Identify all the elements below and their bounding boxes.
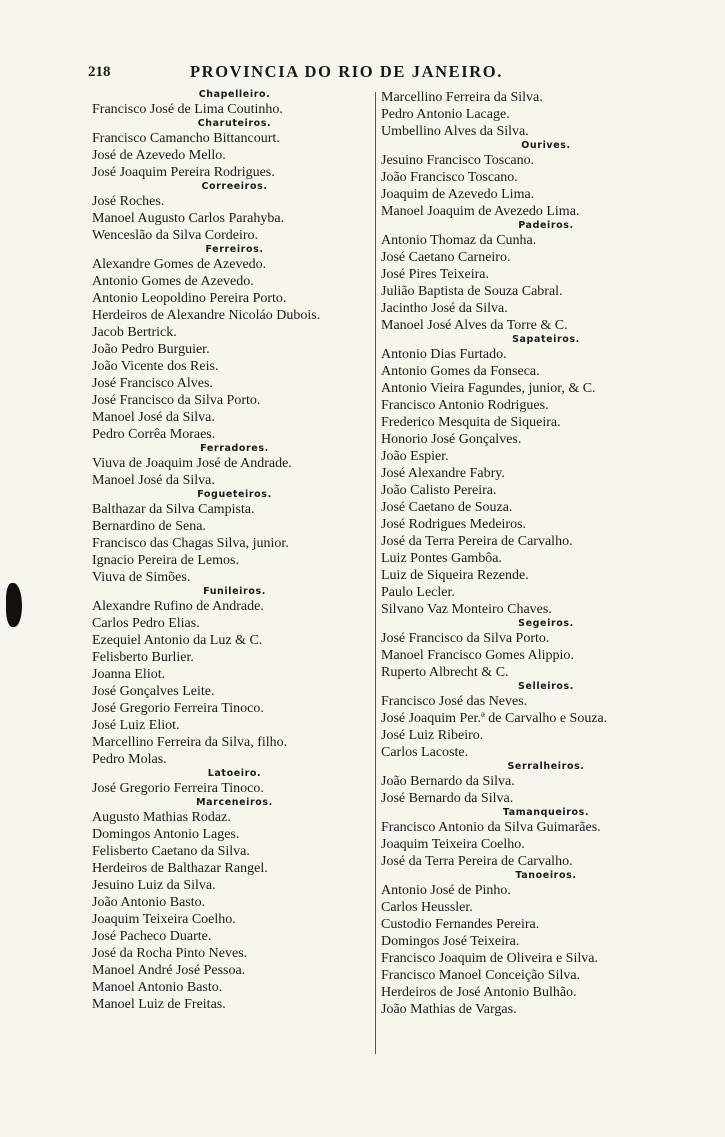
directory-entry: Joaquim de Azevedo Lima. bbox=[381, 187, 535, 202]
directory-entry: Manoel José da Silva. bbox=[92, 410, 215, 425]
directory-entry: José Alexandre Fabry. bbox=[381, 466, 505, 481]
directory-entry: Luiz de Siqueira Rezende. bbox=[381, 568, 529, 583]
directory-entry: Manoel Augusto Carlos Parahyba. bbox=[92, 211, 285, 226]
section-title: Correeiros. bbox=[201, 181, 268, 192]
page-title: PROVINCIA DO RIO DE JANEIRO. bbox=[190, 62, 503, 81]
directory-entry: José Francisco da Silva Porto. bbox=[92, 393, 261, 408]
trade-section bbox=[92, 89, 377, 118]
directory-entry: Francisco Antonio Rodrigues. bbox=[381, 398, 549, 413]
directory-entry: Alexandre Gomes de Azevedo. bbox=[92, 257, 267, 272]
directory-entry: Honorio José Gonçalves. bbox=[381, 432, 522, 447]
directory-entry: José da Terra Pereira de Carvalho. bbox=[381, 854, 573, 869]
trade-section bbox=[381, 761, 711, 807]
directory-entry: Marcellino Ferreira da Silva, filho. bbox=[92, 735, 288, 750]
directory-entry: Herdeiros de Balthazar Rangel. bbox=[92, 861, 268, 876]
directory-entry: José Gonçalves Leite. bbox=[92, 684, 215, 699]
directory-entry: Custodio Fernandes Pereira. bbox=[381, 917, 540, 932]
directory-entry: Carlos Pedro Elias. bbox=[92, 616, 200, 631]
trade-section bbox=[381, 220, 711, 334]
trade-section bbox=[92, 489, 377, 586]
directory-entry: Viuva de Simões. bbox=[92, 570, 191, 585]
directory-entry: João Francisco Toscano. bbox=[381, 170, 518, 185]
directory-entry: José de Azevedo Mello. bbox=[92, 148, 226, 163]
directory-entry: Marcellino Ferreira da Silva. bbox=[381, 90, 543, 105]
directory-entry: Francisco Antonio da Silva Guimarães. bbox=[381, 820, 601, 835]
directory-entry: Manoel Antonio Basto. bbox=[92, 980, 223, 995]
directory-entry: Manoel Luiz de Freitas. bbox=[92, 997, 226, 1012]
trade-section bbox=[92, 443, 377, 489]
trade-section bbox=[381, 870, 711, 1018]
section-title: Serralheiros. bbox=[507, 761, 585, 772]
directory-entry: Ruperto Albrecht & C. bbox=[381, 665, 509, 680]
directory-entry: Herdeiros de José Antonio Bulhão. bbox=[381, 985, 577, 1000]
directory-entry: José Gregorio Ferreira Tinoco. bbox=[92, 701, 264, 716]
directory-entry: Frederico Mesquita de Siqueira. bbox=[381, 415, 561, 430]
directory-entry: José Pacheco Duarte. bbox=[92, 929, 212, 944]
section-title: Sapateiros. bbox=[512, 334, 580, 345]
directory-entry: Domingos Antonio Lages. bbox=[92, 827, 240, 842]
directory-entry: Pedro Antonio Lacage. bbox=[381, 107, 510, 122]
directory-entry: Pedro Corrêa Moraes. bbox=[92, 427, 216, 442]
directory-entry: José Francisco da Silva Porto. bbox=[381, 631, 550, 646]
directory-entry: Joaquim Teixeira Coelho. bbox=[92, 912, 236, 927]
directory-entry: Silvano Vaz Monteiro Chaves. bbox=[381, 602, 552, 617]
directory-entry: João Pedro Burguier. bbox=[92, 342, 210, 357]
directory-entry: Antonio Gomes de Azevedo. bbox=[92, 274, 254, 289]
trade-section bbox=[381, 681, 711, 761]
directory-entry: Francisco das Chagas Silva, junior. bbox=[92, 536, 289, 551]
directory-entry: José Roches. bbox=[92, 194, 165, 209]
directory-entry: José Bernardo da Silva. bbox=[381, 791, 514, 806]
directory-entry: Francisco José das Neves. bbox=[381, 694, 528, 709]
directory-entry: Antonio Vieira Fagundes, junior, & C. bbox=[381, 381, 596, 396]
section-title: Latoeiro. bbox=[207, 768, 262, 779]
page-number: 218 bbox=[88, 64, 111, 80]
directory-entry: José Caetano de Souza. bbox=[381, 500, 513, 515]
directory-entry: Jesuino Francisco Toscano. bbox=[381, 153, 535, 168]
directory-entry: José Joaquim Per.ª de Carvalho e Souza. bbox=[381, 711, 608, 726]
section-title: Tamanqueiros. bbox=[502, 807, 590, 818]
directory-entry: Manoel Joaquim de Avezedo Lima. bbox=[381, 204, 580, 219]
trade-section bbox=[92, 586, 377, 768]
directory-entry: Joanna Eliot. bbox=[92, 667, 166, 682]
section-title: Funileiros. bbox=[203, 586, 266, 597]
directory-entry: Manoel Francisco Gomes Alippio. bbox=[381, 648, 574, 663]
directory-entry: João Calisto Pereira. bbox=[381, 483, 497, 498]
directory-entry: Carlos Heussler. bbox=[381, 900, 473, 915]
directory-entry: Manoel José da Silva. bbox=[92, 473, 215, 488]
section-title: Ourives. bbox=[521, 140, 571, 151]
trade-section bbox=[92, 244, 377, 443]
directory-entry: Domingos José Teixeira. bbox=[381, 934, 520, 949]
trade-section bbox=[381, 807, 711, 870]
section-title: Tanoeiros. bbox=[515, 870, 577, 881]
trade-section bbox=[381, 89, 711, 140]
directory-entry: Jacintho José da Silva. bbox=[381, 301, 508, 316]
directory-entry: Manoel José Alves da Torre & C. bbox=[381, 318, 568, 333]
directory-entry: Viuva de Joaquim José de Andrade. bbox=[92, 456, 292, 471]
directory-entry: Umbellino Alves da Silva. bbox=[381, 124, 529, 139]
directory-entry: José Caetano Carneiro. bbox=[381, 250, 511, 265]
directory-entry: Antonio José de Pinho. bbox=[381, 883, 511, 898]
directory-entry: Antonio Gomes da Fonseca. bbox=[381, 364, 540, 379]
directory-entry: José Pires Teixeira. bbox=[381, 267, 490, 282]
directory-entry: Wenceslão da Silva Cordeiro. bbox=[92, 228, 259, 243]
directory-entry: João Vicente dos Reis. bbox=[92, 359, 219, 374]
directory-entry: Antonio Leopoldino Pereira Porto. bbox=[92, 291, 287, 306]
directory-entry: Felisberto Caetano da Silva. bbox=[92, 844, 250, 859]
section-title: Padeiros. bbox=[518, 220, 574, 231]
directory-entry: Augusto Mathias Rodaz. bbox=[92, 810, 231, 825]
directory-entry: José Luiz Eliot. bbox=[92, 718, 180, 733]
directory-entry: João Antonio Basto. bbox=[92, 895, 206, 910]
directory-entry: Carlos Lacoste. bbox=[381, 745, 469, 760]
directory-entry: Pedro Molas. bbox=[92, 752, 167, 767]
directory-entry: Julião Baptista de Souza Cabral. bbox=[381, 284, 563, 299]
section-title: Ferradores. bbox=[200, 443, 269, 454]
directory-entry: Balthazar da Silva Campista. bbox=[92, 502, 255, 517]
trade-section bbox=[92, 181, 377, 244]
trade-section bbox=[381, 140, 711, 220]
directory-entry: Antonio Thomaz da Cunha. bbox=[381, 233, 537, 248]
directory-entry: João Espier. bbox=[381, 449, 449, 464]
trade-section bbox=[92, 118, 377, 181]
directory-entry: Joaquim Teixeira Coelho. bbox=[381, 837, 525, 852]
section-title: Charuteiros. bbox=[197, 118, 272, 129]
directory-entry: Bernardino de Sena. bbox=[92, 519, 206, 534]
left-column bbox=[92, 89, 377, 1013]
trade-section bbox=[92, 768, 377, 797]
directory-entry: Francisco Manoel Conceição Silva. bbox=[381, 968, 581, 983]
directory-entry: João Bernardo da Silva. bbox=[381, 774, 515, 789]
directory-entry: Francisco Camancho Bittancourt. bbox=[92, 131, 280, 146]
trade-section bbox=[381, 618, 711, 681]
section-title: Selleiros. bbox=[518, 681, 574, 692]
trade-section bbox=[381, 334, 711, 618]
directory-entry: José da Rocha Pinto Neves. bbox=[92, 946, 248, 961]
directory-entry: Ignacio Pereira de Lemos. bbox=[92, 553, 239, 568]
directory-entry: José Francisco Alves. bbox=[92, 376, 213, 391]
directory-entry: José Rodrigues Medeiros. bbox=[381, 517, 527, 532]
directory-entry: Francisco Joaquim de Oliveira e Silva. bbox=[381, 951, 598, 966]
trade-section bbox=[92, 797, 377, 1013]
directory-entry: João Mathias de Vargas. bbox=[381, 1002, 517, 1017]
directory-entry: Jesuino Luiz da Silva. bbox=[92, 878, 216, 893]
directory-entry: Herdeiros de Alexandre Nicoláo Dubois. bbox=[92, 308, 321, 323]
section-title: Marceneiros. bbox=[196, 797, 273, 808]
directory-entry: Jacob Bertrick. bbox=[92, 325, 177, 340]
ink-blot bbox=[6, 583, 22, 627]
right-column bbox=[381, 89, 711, 1018]
section-title: Chapelleiro. bbox=[198, 89, 271, 100]
directory-entry: Felisberto Burlier. bbox=[92, 650, 194, 665]
section-title: Ferreiros. bbox=[205, 244, 264, 255]
directory-entry: José Gregorio Ferreira Tinoco. bbox=[92, 781, 264, 796]
section-title: Segeiros. bbox=[518, 618, 574, 629]
directory-entry: Francisco José de Lima Coutinho. bbox=[92, 102, 283, 117]
directory-entry: Ezequiel Antonio da Luz & C. bbox=[92, 633, 263, 648]
section-title: Fogueteiros. bbox=[197, 489, 272, 500]
directory-entry: Antonio Dias Furtado. bbox=[381, 347, 507, 362]
directory-entry: Alexandre Rufino de Andrade. bbox=[92, 599, 264, 614]
directory-entry: José da Terra Pereira de Carvalho. bbox=[381, 534, 573, 549]
directory-entry: José Luiz Ribeiro. bbox=[381, 728, 484, 743]
page-header bbox=[88, 60, 568, 84]
directory-entry: Manoel André José Pessoa. bbox=[92, 963, 246, 978]
directory-entry: Luiz Pontes Gambôa. bbox=[381, 551, 502, 566]
directory-entry: José Joaquim Pereira Rodrigues. bbox=[92, 165, 275, 180]
directory-entry: Paulo Lecler. bbox=[381, 585, 455, 600]
